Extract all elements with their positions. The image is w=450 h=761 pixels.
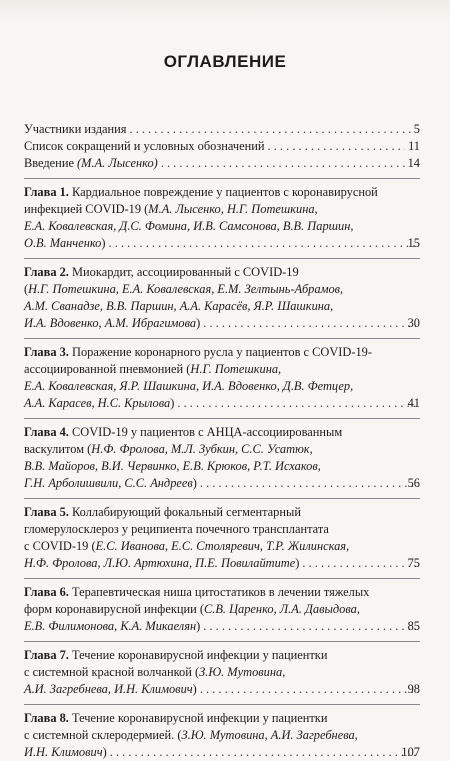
toc-chapter-last-line (24, 235, 420, 252)
toc-chapter-line: Глава 1. Кардиальное повреждение у пациентов с коронавирусной (24, 185, 378, 199)
dot-leader (200, 681, 418, 698)
toc-page-number: 11 (408, 139, 420, 153)
toc-divider (24, 178, 420, 179)
dot-leader (203, 315, 418, 332)
toc-chapter-last-line (24, 315, 420, 332)
toc-chapter-line: Глава 3. Поражение коронарного русла у пациентов с COVID-19- (24, 345, 373, 359)
chapter-label: Глава 7. (24, 648, 69, 662)
toc-divider (24, 641, 420, 642)
toc-chapter-line: Глава 2. Миокардит, ассоциированный с COVID-19 (24, 265, 299, 279)
dot-leader (268, 138, 406, 155)
chapter-list (24, 178, 420, 761)
toc-chapter-entry[interactable] (24, 584, 420, 635)
chapter-label: Глава 5. (24, 505, 69, 519)
toc-chapter-line: Глава 4. COVID-19 у пациентов с АНЦА-ассоциированным (24, 425, 343, 439)
dot-leader (161, 155, 405, 172)
toc-chapter-entry[interactable] (24, 710, 420, 761)
toc-divider (24, 258, 420, 259)
toc-chapter-line: васкулитом (Н.Ф. Фролова, М.Л. Зубкин, С.С. Усатюк, (24, 442, 313, 456)
toc-page-number: 56 (407, 476, 420, 490)
toc-page-number: 75 (407, 556, 420, 570)
toc-chapter-entry[interactable] (24, 424, 420, 492)
toc-divider (24, 578, 420, 579)
toc-chapter-entry[interactable] (24, 504, 420, 572)
toc-chapter-line: ассоциированной пневмонией (Н.Г. Потешкина, (24, 362, 282, 376)
toc-chapter-line: А.М. Сванадзе, В.В. Паршин, А.А. Карасёв, Я.Р. Шашкина, (24, 299, 334, 313)
toc-chapter-line: Глава 8. Течение коронавирусной инфекции у пациентки (24, 711, 328, 725)
table-of-contents (24, 121, 420, 761)
toc-chapter-last-line (24, 555, 420, 572)
toc-chapter-line: В.В. Майоров, В.И. Червинко, Е.В. Крюков, Р.Т. Исхаков, (24, 459, 321, 473)
toc-chapter-line: форм коронавирусной инфекции (С.В. Царенко, Л.А. Давыдова, (24, 602, 360, 616)
chapter-label: Глава 2. (24, 265, 69, 279)
toc-divider (24, 704, 420, 705)
toc-entry-authors: Г.Н. Арболишвили, С.С. Андреев) (24, 476, 197, 490)
toc-chapter-entry[interactable] (24, 344, 420, 412)
dot-leader (109, 235, 418, 252)
toc-chapter-line: (Н.Г. Потешкина, Е.А. Ковалевская, Е.М. Зелтынь-Абрамов, (24, 282, 344, 296)
dot-leader (203, 618, 418, 635)
toc-chapter-line: с COVID-19 (Е.С. Иванова, Е.С. Столяревич, Т.Р. Жилинская, (24, 539, 350, 553)
toc-page-number: 15 (407, 236, 420, 250)
toc-chapter-entry[interactable] (24, 264, 420, 332)
chapter-label: Глава 8. (24, 711, 69, 725)
toc-entry-authors: Н.Ф. Фролова, Л.Ю. Артюхина, П.Е. Повилайтите) (24, 556, 300, 570)
toc-chapter-line: Е.А. Ковалевская, Д.С. Фомина, И.В. Самсонова, В.В. Паршин, (24, 219, 354, 233)
toc-entry-title: Введение (24, 156, 74, 170)
chapter-label: Глава 3. (24, 345, 69, 359)
chapter-label: Глава 6. (24, 585, 69, 599)
toc-entry-authors: О.В. Манченко) (24, 236, 106, 250)
toc-chapter-line: Е.А. Ковалевская, Я.Р. Шашкина, И.А. Вдовенко, Д.В. Фетцер, (24, 379, 354, 393)
page-top-edge (0, 0, 450, 22)
toc-entry-authors: А.А. Карасев, Н.С. Крылова) (24, 396, 175, 410)
toc-chapter-last-line (24, 475, 420, 492)
dot-leader (200, 475, 418, 492)
toc-chapter-line: инфекцией COVID-19 (М.А. Лысенко, Н.Г. Потешкина, (24, 202, 318, 216)
toc-entry-authors: Е.В. Филимонова, К.А. Микаелян) (24, 619, 201, 633)
toc-page-number: 85 (407, 619, 420, 633)
chapter-label: Глава 4. (24, 425, 69, 439)
chapter-label: Глава 1. (24, 185, 69, 199)
toc-page-number: 98 (407, 682, 420, 696)
toc-chapter-line: Глава 5. Коллабирующий фокальный сегментарный (24, 505, 301, 519)
toc-page-number: 30 (407, 316, 420, 330)
toc-page-number: 14 (407, 156, 420, 170)
toc-divider (24, 498, 420, 499)
toc-entry-title: Участники издания (24, 122, 127, 136)
toc-chapter-line: Глава 7. Течение коронавирусной инфекции у пациентки (24, 648, 328, 662)
toc-chapter-last-line (24, 744, 420, 761)
dot-leader (302, 555, 418, 572)
toc-entry-authors: А.И. Загребнева, И.Н. Климович) (24, 682, 197, 696)
toc-chapter-last-line (24, 618, 420, 635)
toc-entry-authors: И.А. Вдовенко, А.М. Ибрагимова) (24, 316, 201, 330)
toc-chapter-last-line (24, 395, 420, 412)
toc-chapter-line: с системной склеродермией. (З.Ю. Мутовина, А.И. Загребнева, (24, 728, 358, 742)
toc-chapter-line: с системной красной волчанкой (З.Ю. Мутовина, (24, 665, 286, 679)
toc-chapter-line: Глава 6. Терапевтическая ниша цитостатиков в лечении тяжелых (24, 585, 370, 599)
front-matter-list (24, 121, 420, 172)
toc-chapter-last-line (24, 681, 420, 698)
toc-chapter-line: гломерулосклероз у реципиента почечного трансплантата (24, 522, 329, 536)
dot-leader (130, 121, 411, 138)
page-title: ОГЛАВЛЕНИЕ (163, 52, 287, 71)
toc-entry-authors: И.Н. Климович) (24, 745, 107, 759)
toc-entry-authors: (М.А. Лысенко) (73, 156, 158, 170)
toc-entry[interactable] (24, 155, 420, 172)
dot-leader (110, 744, 418, 761)
toc-entry[interactable] (24, 138, 420, 155)
toc-page-number: 41 (407, 396, 420, 410)
toc-divider (24, 418, 420, 419)
toc-page-number: 107 (401, 745, 420, 759)
toc-divider (24, 338, 420, 339)
toc-entry[interactable] (24, 121, 420, 138)
toc-chapter-entry[interactable] (24, 184, 420, 252)
dot-leader (177, 395, 418, 412)
toc-entry-title: Список сокращений и условных обозначений (24, 139, 265, 153)
toc-page-number: 5 (413, 122, 420, 136)
